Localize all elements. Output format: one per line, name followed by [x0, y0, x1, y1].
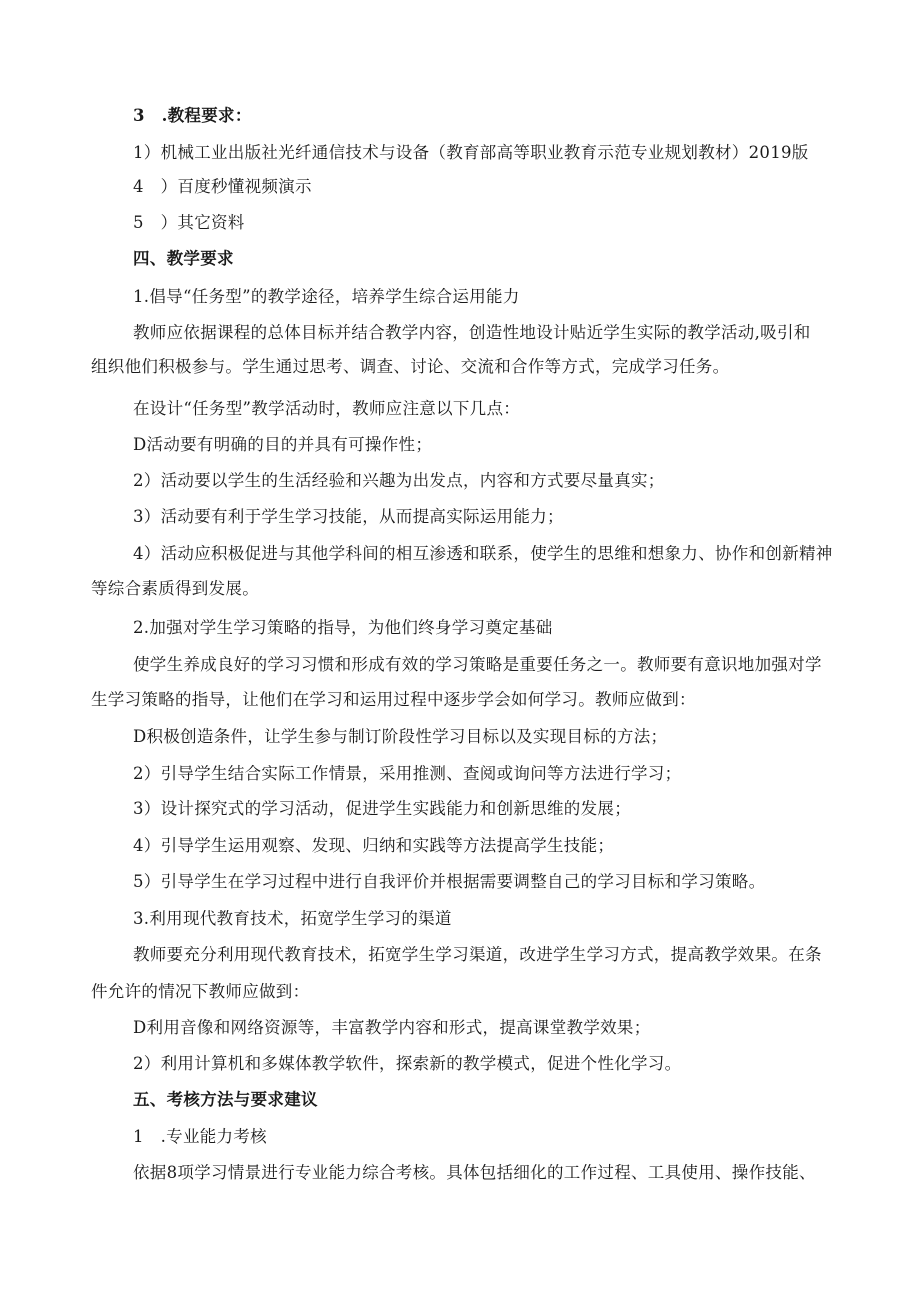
paragraph-line: 教师应依据课程的总体目标并结合教学内容，创造性地设计贴近学生实际的教学活动,吸引和: [133, 323, 811, 342]
list-item: D利用音像和网络资源等，丰富教学内容和形式，提高课堂教学效果；: [133, 1018, 651, 1037]
paragraph-line: 生学习策略的指导，让他们在学习和运用过程中逐步学会如何学习。教师应做到：: [91, 690, 696, 709]
list-item: 4 ）百度秒懂视频演示: [133, 177, 312, 196]
list-item: 5）引导学生在学习过程中进行自我评价并根据需要调整自己的学习目标和学习策略。: [133, 872, 766, 891]
section-heading-four: 四、教学要求: [133, 249, 234, 268]
list-item: 4）引导学生运用观察、发现、归纳和实践等方法提高学生技能；: [133, 836, 615, 855]
list-item: 3）设计探究式的学习活动，促进学生实践能力和创新思维的发展；: [133, 799, 631, 818]
subsection-heading: 1.倡导“任务型”的教学途径，培养学生综合运用能力: [133, 287, 520, 306]
paragraph-line: 使学生养成良好的学习习惯和形成有效的学习策略是重要任务之一。教师要有意识地加强对学: [133, 655, 822, 674]
list-item: 1）机械工业出版社光纤通信技术与设备（教育部高等职业教育示范专业规划教材）2019版: [133, 143, 809, 162]
list-item: 2）活动要以学生的生活经验和兴趣为出发点，内容和方式要尽量真实；: [133, 471, 665, 490]
list-item-continuation: 等综合素质得到发展。: [91, 579, 259, 598]
paragraph-line: 在设计“任务型”教学活动时，教师应注意以下几点：: [133, 399, 521, 418]
paragraph-line: 依据8项学习情景进行专业能力综合考核。具体包括细化的工作过程、工具使用、操作技能、: [133, 1163, 816, 1182]
list-item: 3）活动要有利于学生学习技能，从而提高实际运用能力；: [133, 507, 564, 526]
paragraph-line: 教师要充分利用现代教育技术，拓宽学生学习渠道，改进学生学习方式，提高教学效果。在条: [133, 945, 822, 964]
list-item: 2）引导学生结合实际工作情景，采用推测、查阅或询问等方法进行学习；: [133, 764, 682, 783]
list-item: 5 ）其它资料: [133, 213, 245, 232]
list-item: 4）活动应积极促进与其他学科间的相互渗透和联系，使学生的思维和想象力、协作和创新精神: [133, 544, 833, 563]
paragraph-line: 组织他们积极参与。学生通过思考、调查、讨论、交流和合作等方式，完成学习任务。: [91, 357, 730, 376]
list-item: 2）利用计算机和多媒体教学软件，探索新的教学模式，促进个性化学习。: [133, 1054, 682, 1073]
list-item: D积极创造条件，让学生参与制订阶段性学习目标以及实现目标的方法；: [133, 727, 668, 746]
subsection-heading: 2.加强对学生学习策略的指导，为他们终身学习奠定基础: [133, 618, 553, 637]
subsection-heading: 1 .专业能力考核: [133, 1127, 267, 1146]
list-item: D活动要有明确的目的并具有可操作性；: [133, 435, 433, 454]
paragraph-line: 件允许的情况下教师应做到：: [91, 982, 310, 1001]
textbook-requirements-heading: 3 .教程要求：: [133, 106, 252, 125]
subsection-heading: 3.利用现代教育技术，拓宽学生学习的渠道: [133, 909, 452, 928]
section-heading-five: 五、考核方法与要求建议: [133, 1090, 318, 1109]
